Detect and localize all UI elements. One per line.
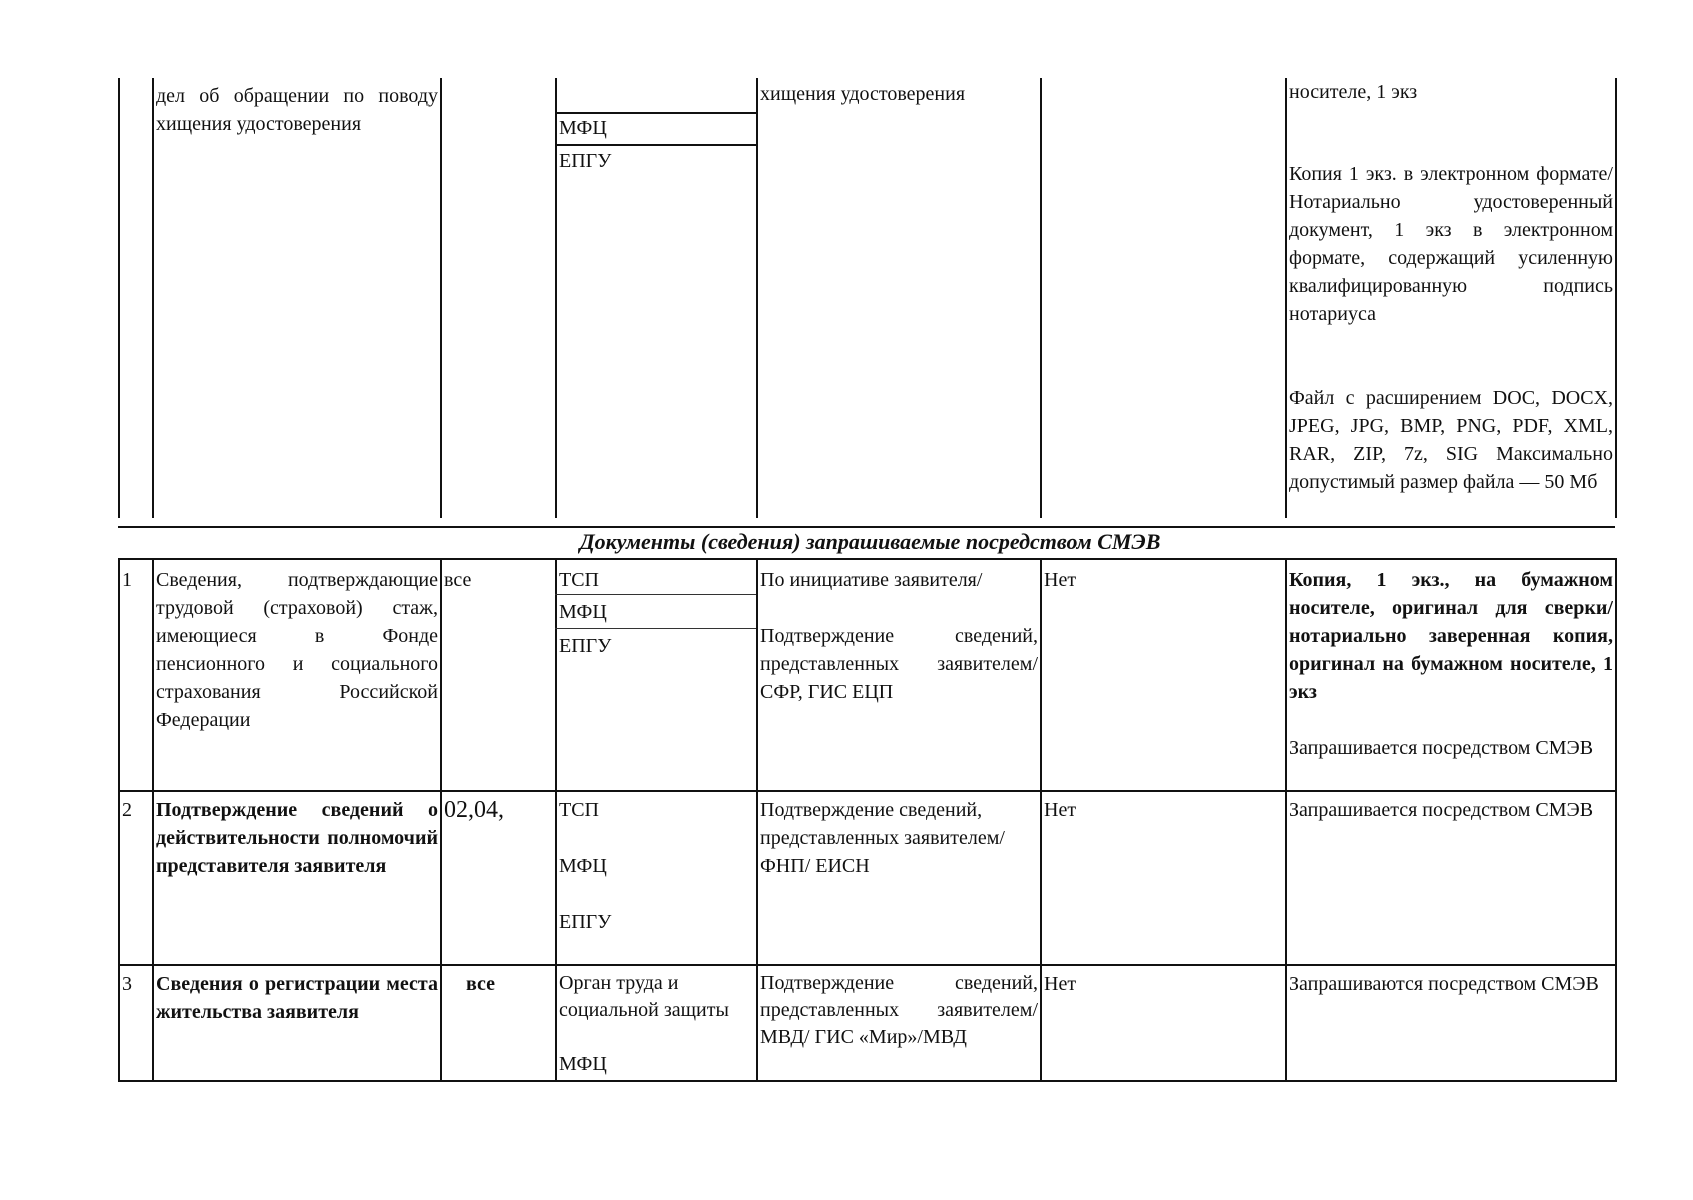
row-channel-mfc: МФЦ — [559, 855, 607, 877]
table-border — [440, 78, 442, 518]
row-origin: Нет — [1044, 799, 1077, 821]
row-channel-tsp: ТСП — [559, 569, 599, 591]
table-border — [756, 558, 758, 1082]
row-channel-tsp: ТСП — [559, 799, 599, 821]
row-basis: Подтверждение сведений, представленных заявителем/ФНП/ ЕИСН — [760, 799, 1005, 877]
row-document-name: Сведения, подтверждающие трудовой (страховой) стаж, имеющиеся в Фонде пенсионного и социального страхования Российской Федерации — [156, 569, 438, 731]
row-category: все — [444, 569, 472, 591]
table-border — [118, 964, 1615, 966]
table-border — [1040, 558, 1042, 1082]
table-border — [1040, 78, 1042, 518]
row-category: все — [466, 973, 496, 995]
continuation-basis: хищения удостоверения — [760, 83, 966, 105]
table-border — [118, 790, 1615, 792]
table-border — [1285, 78, 1287, 518]
row-basis-initiative: По инициативе заявителя/ — [760, 569, 983, 591]
row-number: 3 — [122, 973, 132, 995]
continuation-requirement-format: Копия 1 экз. в электронном формате/ Нотариально удостоверенный документ, 1 экз в электронном формате, содержащий усиленную квалифицированную подпись нотариуса — [1289, 163, 1613, 325]
table-border — [440, 558, 442, 1082]
row-requirement-smev: Запрашивается посредством СМЭВ — [1289, 737, 1594, 759]
row-basis: Подтверждение сведений, представленных заявителем/ МВД/ ГИС «Мир»/МВД — [760, 972, 1038, 1048]
row-basis-confirmation: Подтверждение сведений, представленных заявителем/ СФР, ГИС ЕЦП — [760, 625, 1038, 703]
row-channel-mfc: МФЦ — [559, 601, 607, 623]
table-border — [1615, 558, 1617, 1082]
table-border — [555, 144, 756, 146]
section-title: Документы (сведения) запрашиваемые посредством СМЭВ — [579, 529, 1161, 554]
continuation-document-name: дел об обращении по поводу хищения удостоверения — [156, 85, 438, 135]
row-document-name: Сведения о регистрации места жительства заявителя — [156, 973, 438, 1023]
table-border — [1615, 78, 1617, 518]
table-border — [118, 1080, 1617, 1082]
continuation-channel-epgu: ЕПГУ — [559, 150, 612, 172]
continuation-requirement: носителе, 1 экз — [1289, 81, 1418, 103]
row-channel-epgu: ЕПГУ — [559, 911, 612, 933]
table-border — [555, 558, 557, 1082]
row-requirement: Запрашивается посредством СМЭВ — [1289, 799, 1594, 821]
table-border — [555, 594, 756, 595]
row-origin: Нет — [1044, 973, 1077, 995]
continuation-channel-mfc: МФЦ — [559, 117, 607, 139]
table-border — [118, 558, 120, 1082]
table-border — [118, 558, 1615, 560]
row-channel-organ: Орган труда и социальной защиты — [559, 972, 729, 1021]
row-number: 2 — [122, 799, 132, 821]
row-origin: Нет — [1044, 569, 1077, 591]
table-border — [152, 78, 154, 518]
table-border — [118, 78, 120, 518]
continuation-requirement-file: Файл с расширением DOC, DOCX, JPEG, JPG, BMP, PNG, PDF, XML, RAR, ZIP, 7z, SIG Максимально допустимый размер файла — 50 Мб — [1289, 387, 1613, 493]
row-number: 1 — [122, 569, 132, 591]
row-document-name: Подтверждение сведений о действительности полномочий представителя заявителя — [156, 799, 438, 877]
row-requirement: Запрашиваются посредством СМЭВ — [1289, 973, 1599, 995]
row-channel-mfc: МФЦ — [559, 1053, 607, 1075]
table-border — [1285, 558, 1287, 1082]
table-border — [756, 78, 758, 518]
row-category: 02,04, — [444, 797, 504, 823]
row-channel-epgu: ЕПГУ — [559, 635, 612, 657]
table-border — [555, 628, 756, 629]
row-requirement: Копия, 1 экз., на бумажном носителе, оригинал для сверки/нотариально заверенная копия, оригинал на бумажном носителе, 1 экз — [1289, 569, 1613, 703]
table-border — [152, 558, 154, 1082]
